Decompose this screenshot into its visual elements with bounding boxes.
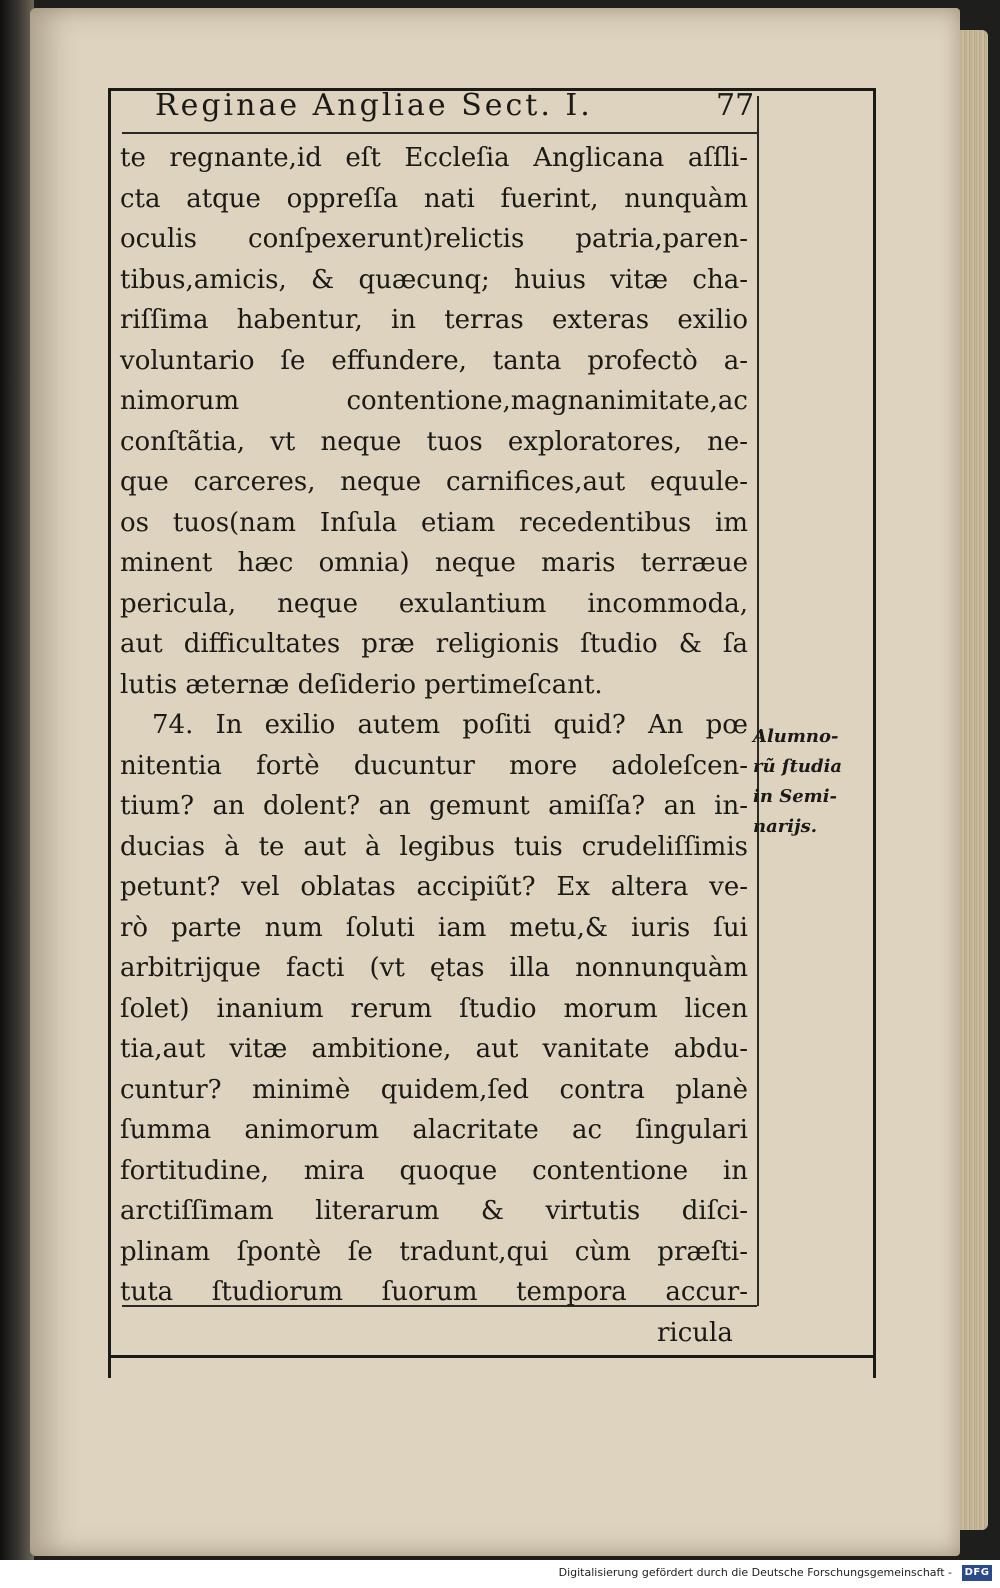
credit-text: Digitalisierung gefördert durch die Deutsche Forschungsgemeinschaft -: [558, 1566, 952, 1579]
text-line: fortitudine, mira quoque contentione in: [120, 1155, 748, 1186]
dfg-logo: DFG: [962, 1565, 992, 1581]
text-line: petunt? vel oblatas accipiũt? Ex altera ve-: [120, 872, 748, 902]
text-line: cuntur? minimè quidem,ſed contra planè: [120, 1074, 748, 1105]
marginal-note-line: Alumno-: [753, 726, 839, 747]
page-frame-bottom: [108, 1355, 876, 1358]
header-rule: [122, 132, 757, 134]
text-line: tia,aut vitæ ambitione, aut vanitate abdu-: [120, 1034, 748, 1064]
text-line: nimorum contentione,magnanimitate,ac: [120, 386, 748, 416]
running-head: Reginae Angliae Sect. I.: [155, 88, 593, 123]
text-line: tium? an dolent? an gemunt amiſſa? an in-: [120, 791, 748, 821]
text-line: cta atque oppreſſa nati fuerint, nunquàm: [120, 183, 748, 214]
text-line: que carceres, neque carnifices,aut equule-: [120, 467, 748, 497]
marginal-note: [753, 722, 863, 842]
text-line: plinam ſpontè ſe tradunt,qui cùm præſti-: [120, 1236, 748, 1267]
text-line: arbitrijque facti (vt ętas illa nonnunquàm: [120, 953, 748, 983]
text-line: pericula, neque exulantium incommoda,: [120, 588, 748, 619]
text-line: rò parte num ſoluti iam metu,& iuris ſui: [120, 912, 748, 943]
text-line: os tuos(nam Inſula etiam recedentibus im: [120, 507, 748, 538]
marginal-note-line: in Semi-: [753, 786, 837, 807]
page-number: 77: [716, 88, 755, 123]
text-line: lutis æternæ deſiderio pertimeſcant.: [120, 669, 603, 700]
text-line: minent hæc omnia) neque maris terræue: [120, 548, 748, 578]
text-line: tibus,amicis, & quæcunq; huius vitæ cha-: [120, 264, 748, 295]
book-spine-edge: [0, 0, 34, 1560]
marginal-note-line: narijs.: [753, 816, 817, 837]
text-line: conſtãtia, vt neque tuos exploratores, ne-: [120, 426, 748, 457]
marginal-note-line: rũ ſtudia: [753, 756, 843, 777]
text-line: riſſima habentur, in terras exteras exilio: [120, 305, 748, 335]
text-line: nitentia fortè ducuntur more adoleſcen-: [120, 750, 748, 781]
text-line: arctiſſimam literarum & virtutis diſci-: [120, 1196, 748, 1226]
text-line: ſolet) inanium rerum ſtudio morum licen: [120, 993, 748, 1024]
paragraph-start-line: 74. In exilio autem poſiti quid? An pœ: [152, 710, 748, 740]
catchword: ricula: [657, 1318, 733, 1348]
text-line: ducias à te aut à legibus tuis crudeliſſimis: [120, 831, 748, 862]
text-line: voluntario ſe effundere, tanta profectò a-: [120, 345, 748, 376]
text-line: aut difficultates præ religionis ſtudio & ſa: [120, 629, 748, 659]
text-line: oculis conſpexerunt)relictis patria,paren-: [120, 224, 748, 254]
text-line: tuta ſtudiorum ſuorum tempora accur-: [120, 1277, 748, 1307]
text-line: te regnante,id eſt Eccleſia Anglicana aſſli-: [120, 143, 748, 173]
body-text: [120, 138, 760, 1313]
text-line: ſumma animorum alacritate ac ſingulari: [120, 1115, 748, 1145]
